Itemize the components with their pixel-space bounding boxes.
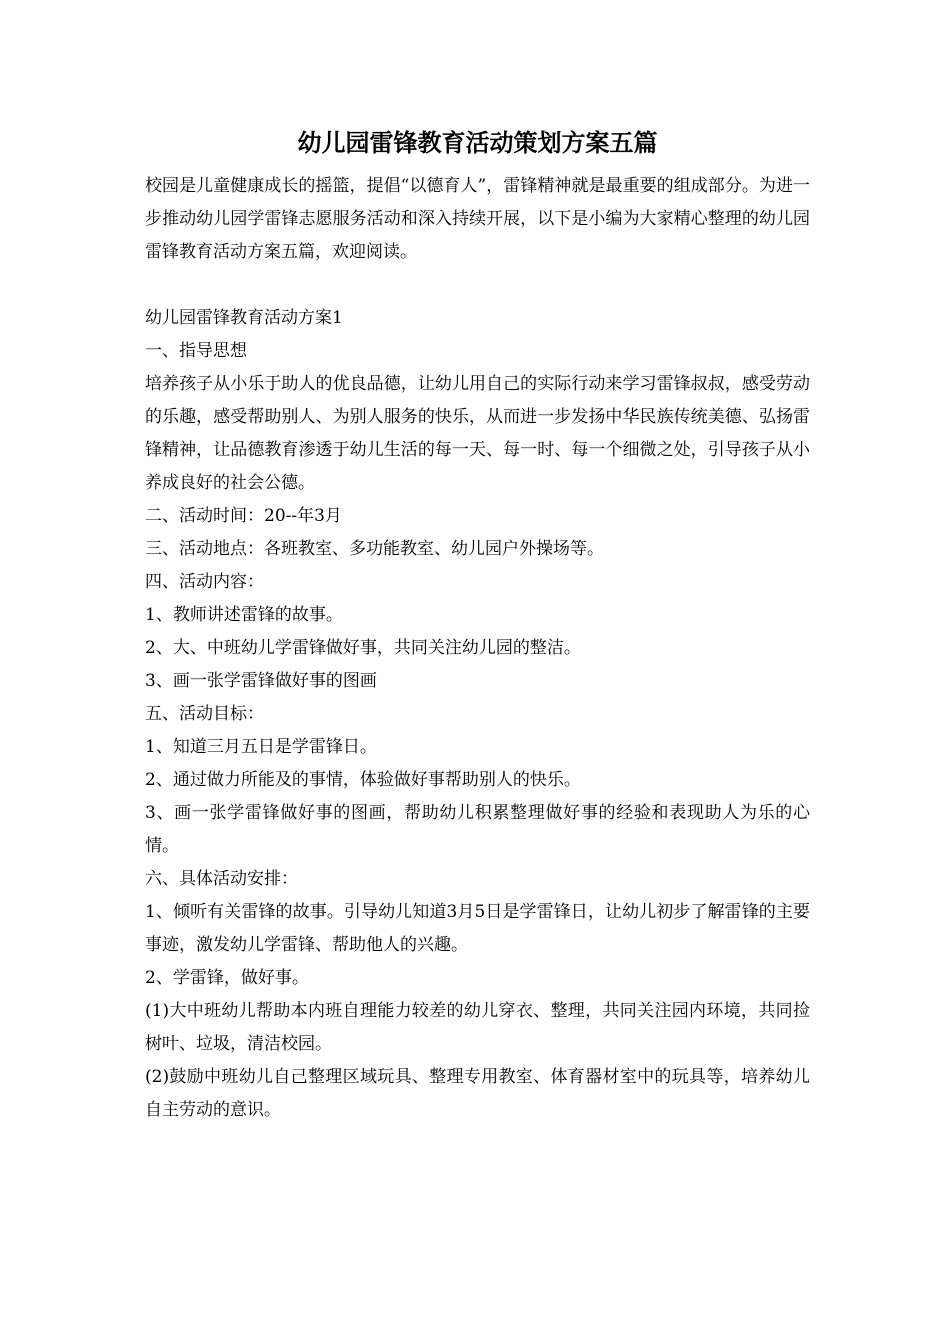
intro-paragraph: 校园是儿童健康成长的摇篮，提倡“以德育人”，雷锋精神就是最重要的组成部分。为进一步推动幼儿园学雷锋志愿服务活动和深入持续开展，以下是小编为大家精心整理的幼儿园雷锋教育活动方案五篇，欢迎阅读。 <box>145 175 810 262</box>
arrange-heading: 六、具体活动安排： <box>145 868 298 889</box>
goal-item: 3、画一张学雷锋做好事的图画，帮助幼儿积累整理做好事的经验和表现助人为乐的心情。 <box>145 802 810 856</box>
arrange-item: 1、倾听有关雷锋的故事。引导幼儿知道3月5日是学雷锋日，让幼儿初步了解雷锋的主要事迹，激发幼儿学雷锋、帮助他人的兴趣。 <box>145 901 810 955</box>
content-item: 1、教师讲述雷锋的故事。 <box>145 604 343 625</box>
activity-place: 三、活动地点：各班教室、多功能教室、幼儿园户外操场等。 <box>145 538 604 559</box>
guiding-heading: 一、指导思想 <box>145 340 247 361</box>
content-item: 3、画一张学雷锋做好事的图画 <box>145 670 377 691</box>
arrange-item: 2、学雷锋，做好事。 <box>145 967 309 988</box>
arrange-item: (2)鼓励中班幼儿自己整理区域玩具、整理专用教室、体育器材室中的玩具等，培养幼儿自主劳动的意识。 <box>145 1066 810 1120</box>
goal-item: 1、知道三月五日是学雷锋日。 <box>145 736 377 757</box>
document-title: 幼儿园雷锋教育活动策划方案五篇 <box>297 128 658 157</box>
content-item: 2、大、中班幼儿学雷锋做好事，共同关注幼儿园的整洁。 <box>145 637 581 658</box>
document-page <box>145 126 810 1127</box>
activity-time: 二、活动时间：20--年3月 <box>145 505 342 526</box>
goal-item: 2、通过做力所能及的事情，体验做好事帮助别人的快乐。 <box>145 769 581 790</box>
section-heading: 幼儿园雷锋教育活动方案1 <box>145 307 343 328</box>
content-heading: 四、活动内容： <box>145 571 264 592</box>
guiding-paragraph: 培养孩子从小乐于助人的优良品德，让幼儿用自己的实际行动来学习雷锋叔叔，感受劳动的乐趣，感受帮助别人、为别人服务的快乐，从而进一步发扬中华民族传统美德、弘扬雷锋精神，让品德教育渗透于幼儿生活的每一天、每一时、每一个细微之处，引导孩子从小养成良好的社会公德。 <box>145 373 810 493</box>
goals-heading: 五、活动目标： <box>145 703 264 724</box>
arrange-item: (1)大中班幼儿帮助本内班自理能力较差的幼儿穿衣、整理，共同关注园内环境，共同捡树叶、垃圾，清洁校园。 <box>145 1000 810 1054</box>
